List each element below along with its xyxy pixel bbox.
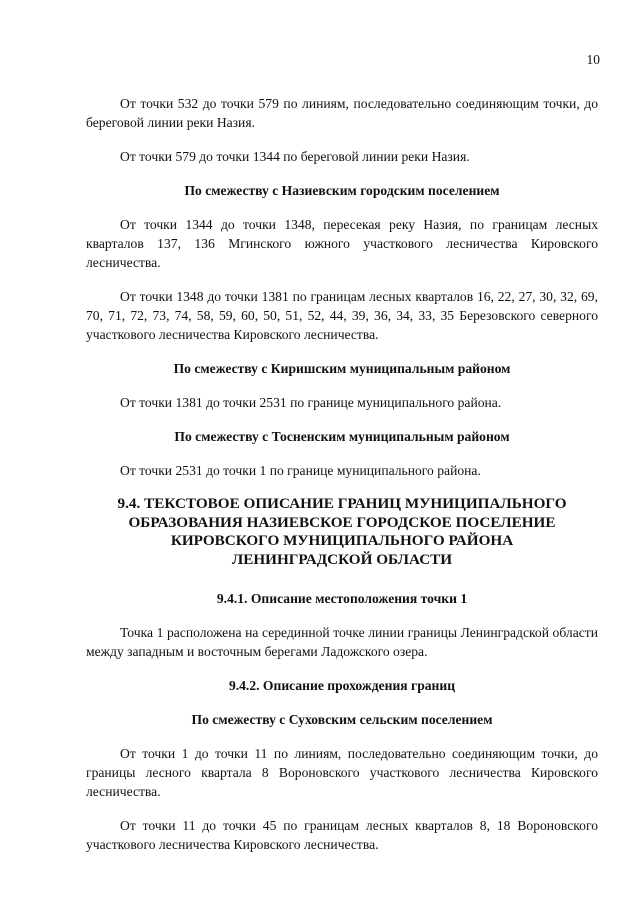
paragraph-1348-1381: От точки 1348 до точки 1381 по границам лесных кварталов 16, 22, 27, 30, 32, 69, 70, 71, 72, 73, 74, 58, 59, 60, 50, 51, 52, 44, 39, 36, 34, 33, 35 Березовского северного участкового лесничества Кировского лесничества. [86, 289, 598, 342]
paragraph-1-11: От точки 1 до точки 11 по линиям, последовательно соединяющим точки, до границы лесного квартала 8 Вороновского участкового лесничества Кировского лесничества. [86, 746, 598, 799]
section-title-line-3: КИРОВСКОГО МУНИЦИПАЛЬНОГО РАЙОНА [170, 532, 514, 549]
heading-tosnensky: По смежеству с Тосненским муниципальным районом [174, 429, 510, 444]
heading-kirishsky: По смежеству с Киришским муниципальным районом [173, 361, 511, 376]
paragraph-1344-1348: От точки 1344 до точки 1348, пересекая реку Назия, по границам лесных кварталов 137, 136 Мгинского южного участкового лесничества Кировского лесничества. [86, 217, 598, 270]
subsection-title-point-1: 9.4.1. Описание местоположения точки 1 [216, 591, 468, 606]
paragraph-532-579: От точки 532 до точки 579 по линиям, последовательно соединяющим точки, до береговой линии реки Назия. [86, 96, 598, 130]
paragraph-2531-1: От точки 2531 до точки 1 по границе муниципального района. [120, 463, 481, 478]
paragraph-point-1: Точка 1 расположена на серединной точке линии границы Ленинградской области между западным и восточным берегами Ладожского озера. [86, 625, 598, 659]
paragraph-11-45: От точки 11 до точки 45 по границам лесных кварталов 8, 18 Вороновского участкового лесничества Кировского лесничества. [86, 818, 598, 852]
heading-nazievskoe: По смежеству с Назиевским городским поселением [184, 183, 500, 198]
paragraph-579-1344: От точки 579 до точки 1344 по береговой линии реки Назия. [120, 149, 470, 164]
page-number: 10 [586, 52, 600, 67]
document-body [86, 94, 598, 869]
section-title-line-1: 9.4. ТЕКСТОВОЕ ОПИСАНИЕ ГРАНИЦ МУНИЦИПАЛЬНОГО [117, 495, 567, 512]
subsection-title-boundaries: 9.4.2. Описание прохождения границ [228, 678, 456, 693]
section-title-line-4: ЛЕНИНГРАДСКОЙ ОБЛАСТИ [231, 550, 453, 568]
section-title [86, 495, 598, 569]
heading-sukhovskoe: По смежеству с Суховским сельским поселением [191, 712, 493, 727]
paragraph-1381-2531: От точки 1381 до точки 2531 по границе муниципального района. [120, 395, 502, 410]
section-title-line-2: ОБРАЗОВАНИЯ НАЗИЕВСКОЕ ГОРОДСКОЕ ПОСЕЛЕНИЕ [128, 513, 556, 531]
